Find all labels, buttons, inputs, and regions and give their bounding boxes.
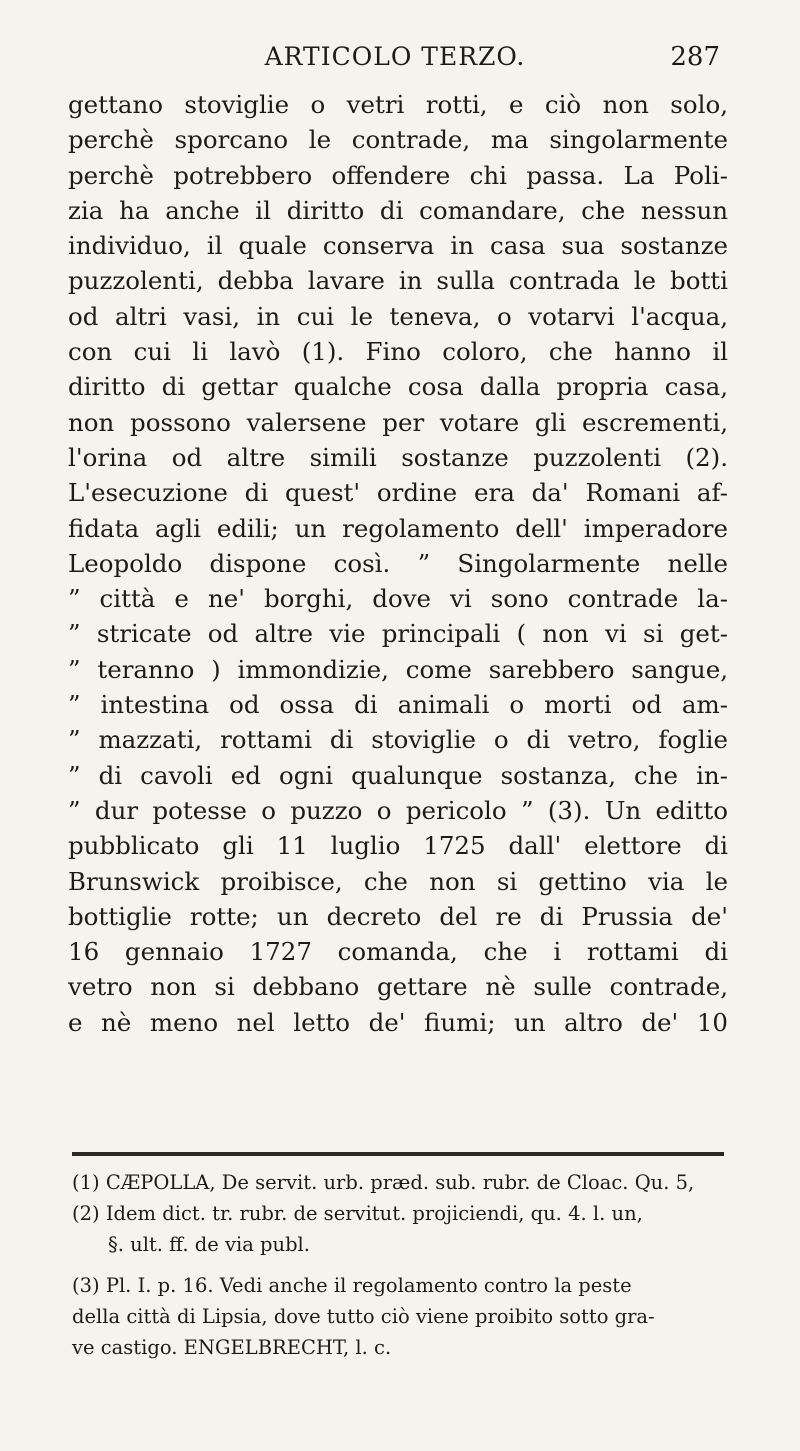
footnote-3-continued: ve castigo. ENGELBRECHT, l. c. <box>72 1336 392 1359</box>
text-line: gettano stoviglie o vetri rotti, e ciò non solo, <box>68 90 728 119</box>
quoted-line: ” dur potesse o puzzo o pericolo ” (3). Un editto <box>68 795 728 825</box>
quoted-line: ” intestina od ossa di animali o morti od am- <box>68 690 728 720</box>
text-line: L'esecuzione di quest' ordine era da' Romani af- <box>68 478 728 508</box>
text-line: vetro non si debbano gettare nè sulle contrade, <box>68 972 728 1002</box>
text-line: e nè meno nel letto de' fiumi; un altro de' 10 <box>68 1007 728 1037</box>
text-line: perchè sporcano le contrade, ma singolarmente <box>68 125 728 155</box>
text-line: diritto di gettar qualche cosa dalla propria casa, <box>68 372 728 402</box>
footnote-divider <box>72 1152 724 1156</box>
text-line: non possono valersene per votare gli escrementi, <box>68 407 728 437</box>
quoted-line: ” di cavoli ed ogni qualunque sostanza, che in- <box>68 760 728 790</box>
quoted-line: ” stricate od altre vie principali ( non vi si get- <box>68 619 728 649</box>
page-header <box>70 42 720 82</box>
text-line: zia ha anche il diritto di comandare, che nessun <box>68 195 728 225</box>
text-line: bottiglie rotte; un decreto del re di Prussia de' <box>68 901 728 931</box>
text-line: 16 gennaio 1727 comanda, che i rottami di <box>68 937 728 967</box>
main-text <box>68 87 728 1040</box>
footnote-2-continued: §. ult. ff. de via publ. <box>108 1233 310 1256</box>
footnote-1: (1) CÆPOLLA, De servit. urb. præd. sub. rubr. de Cloac. Qu. 5, <box>72 1171 695 1194</box>
quoted-line: ” mazzati, rottami di stoviglie o di vetro, foglie <box>68 725 728 755</box>
footnotes <box>72 1167 732 1363</box>
text-line: Brunswick proibisce, che non si gettino via le <box>68 866 728 896</box>
running-title: ARTICOLO TERZO. <box>264 42 526 71</box>
text-line: individuo, il quale conserva in casa sua sostanze <box>68 231 728 261</box>
quoted-line: ” teranno ) immondizie, come sarebbero sangue, <box>68 654 728 684</box>
text-line: fidata agli edili; un regolamento dell' imperadore <box>68 513 728 543</box>
text-line: pubblicato gli 11 luglio 1725 dall' elettore di <box>68 831 728 861</box>
page-number: 287 <box>670 42 720 72</box>
text-line: l'orina od altre simili sostanze puzzolenti (2). <box>68 442 728 472</box>
text-line: perchè potrebbero offendere chi passa. La Poli- <box>68 160 728 190</box>
quoted-line: ” città e ne' borghi, dove vi sono contrade la- <box>68 584 728 614</box>
text-line: puzzolenti, debba lavare in sulla contrada le botti <box>68 266 728 296</box>
footnote-3: (3) Pl. I. p. 16. Vedi anche il regolamento contro la peste <box>72 1274 632 1297</box>
footnote-3-continued: della città di Lipsia, dove tutto ciò viene proibito sotto gra- <box>72 1305 655 1328</box>
text-line: con cui li lavò (1). Fino coloro, che hanno il <box>68 337 728 367</box>
text-line: Leopoldo dispone così. ” Singolarmente nelle <box>68 548 728 578</box>
text-line: od altri vasi, in cui le teneva, o votarvi l'acqua, <box>68 301 728 331</box>
footnote-2: (2) Idem dict. tr. rubr. de servitut. projiciendi, qu. 4. l. un, <box>72 1202 643 1225</box>
